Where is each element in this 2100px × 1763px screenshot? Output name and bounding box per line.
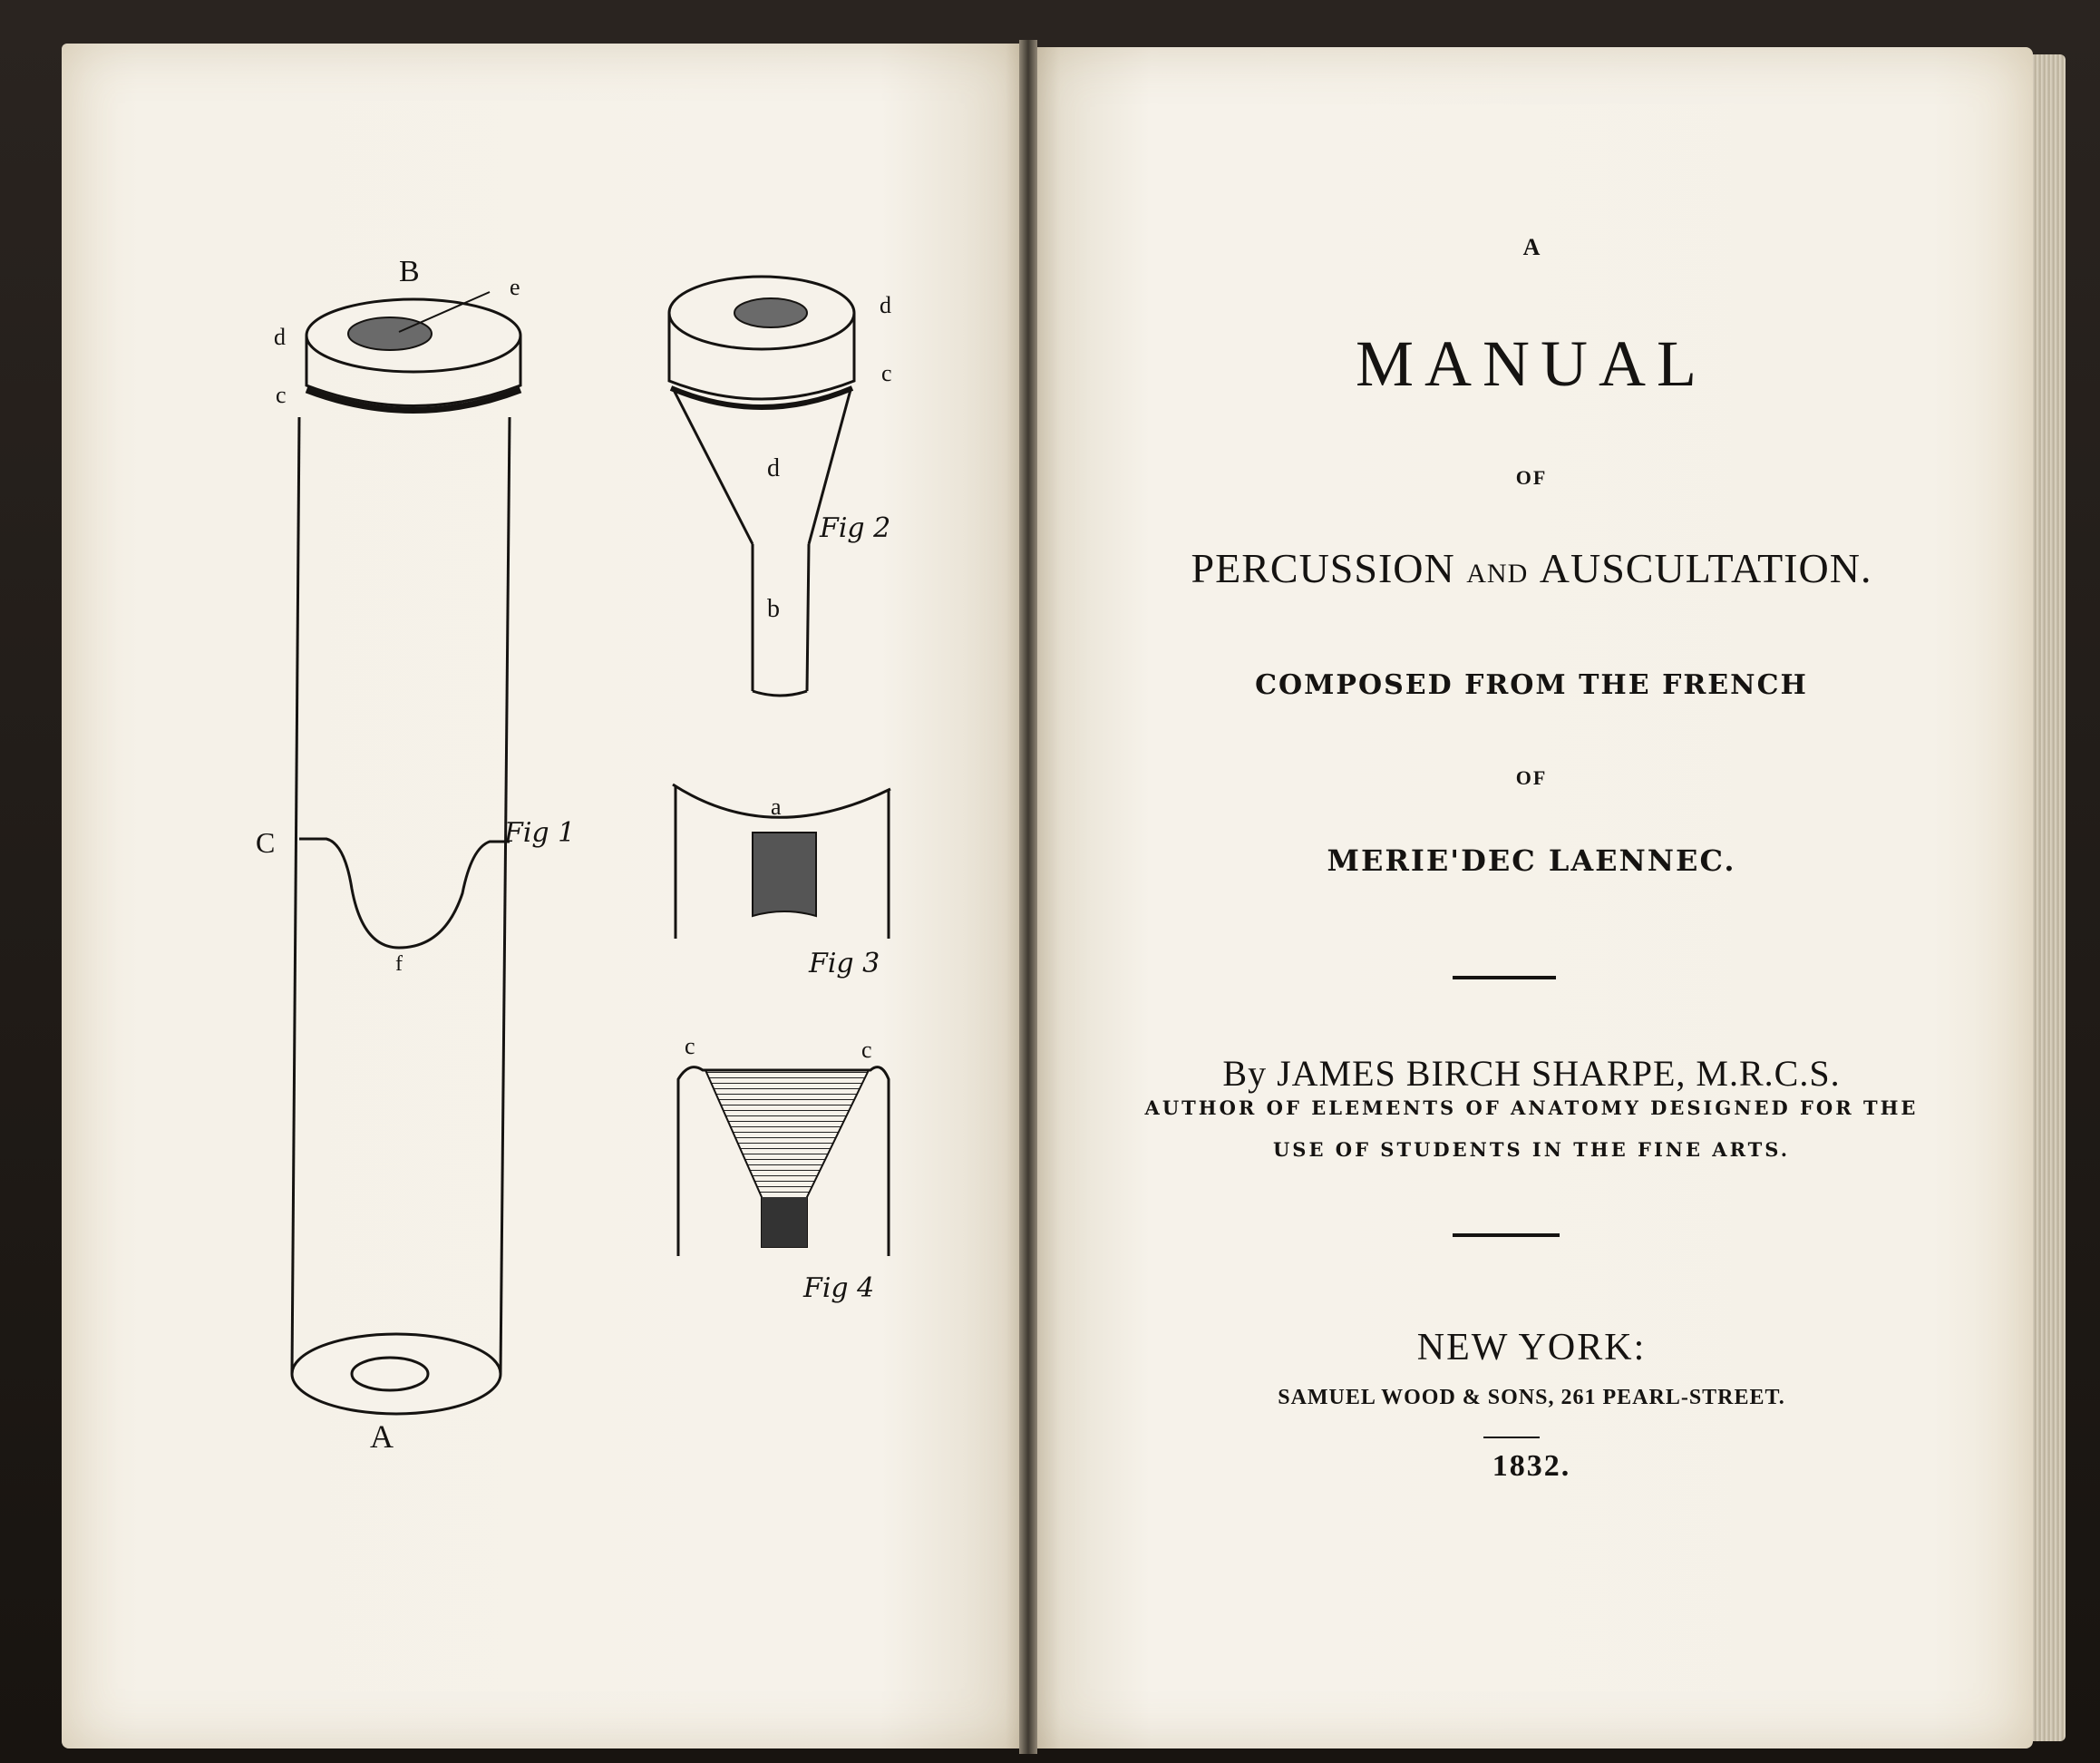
label-A: A (370, 1418, 394, 1455)
label-fig2-c: c (881, 360, 892, 386)
label-fig3-a: a (771, 794, 782, 820)
title-article: A (1522, 234, 1541, 260)
fig3-section (673, 784, 890, 939)
title-byline (1030, 1052, 2033, 1095)
label-f: f (395, 952, 403, 976)
fig4-caption: Fig 4 (803, 1272, 875, 1304)
author-credentials-1: AUTHOR OF ELEMENTS OF ANATOMY DESIGNED FOR THE (1144, 1096, 1919, 1119)
title-and: AND (1466, 559, 1529, 589)
fig4-section (678, 1067, 889, 1256)
imprint-year: 1832. (1492, 1449, 1571, 1483)
label-fig4-c-right: c (861, 1037, 872, 1063)
title-original-author: MERIE'DEC LAENNEC. (1327, 843, 1736, 878)
label-fig4-c-left: c (685, 1033, 695, 1059)
fig2-funnel (669, 277, 854, 696)
title-auscultation: AUSCULTATION. (1539, 545, 1872, 591)
label-fig2-d-mid: d (767, 454, 780, 482)
fig1-caption: Fig 1 (504, 817, 576, 849)
fig3-caption: Fig 3 (809, 948, 880, 979)
fig2-caption: Fig 2 (820, 512, 891, 544)
label-fig2-b: b (767, 595, 780, 623)
divider-rule-2 (1453, 1233, 1560, 1237)
imprint-publisher: SAMUEL WOOD & SONS, 261 PEARL-STREET. (1278, 1386, 1785, 1409)
title-composed: COMPOSED FROM THE FRENCH (1255, 669, 1808, 701)
divider-rule-1 (1453, 976, 1556, 979)
imprint-city: NEW YORK: (1416, 1327, 1647, 1369)
label-C: C (256, 826, 276, 859)
title-subject (1030, 544, 2033, 592)
label-c-top: c (276, 382, 287, 408)
byline-name: JAMES BIRCH SHARPE, M.R.C.S. (1277, 1053, 1841, 1094)
byline-prefix: By (1222, 1053, 1268, 1094)
title-of-2: OF (1515, 766, 1548, 789)
title-manual: MANUAL (1356, 327, 1707, 400)
fig1-cylinder (292, 292, 520, 1414)
divider-rule-3 (1483, 1437, 1540, 1438)
author-credentials-2: USE OF STUDENTS IN THE FINE ARTS. (1272, 1138, 1791, 1161)
label-d-top: d (274, 324, 286, 350)
label-e: e (510, 274, 520, 300)
title-of-1: OF (1515, 466, 1548, 489)
label-B: B (399, 255, 420, 288)
title-percussion: PERCUSSION (1191, 545, 1455, 591)
label-fig2-d-top: d (880, 292, 891, 318)
